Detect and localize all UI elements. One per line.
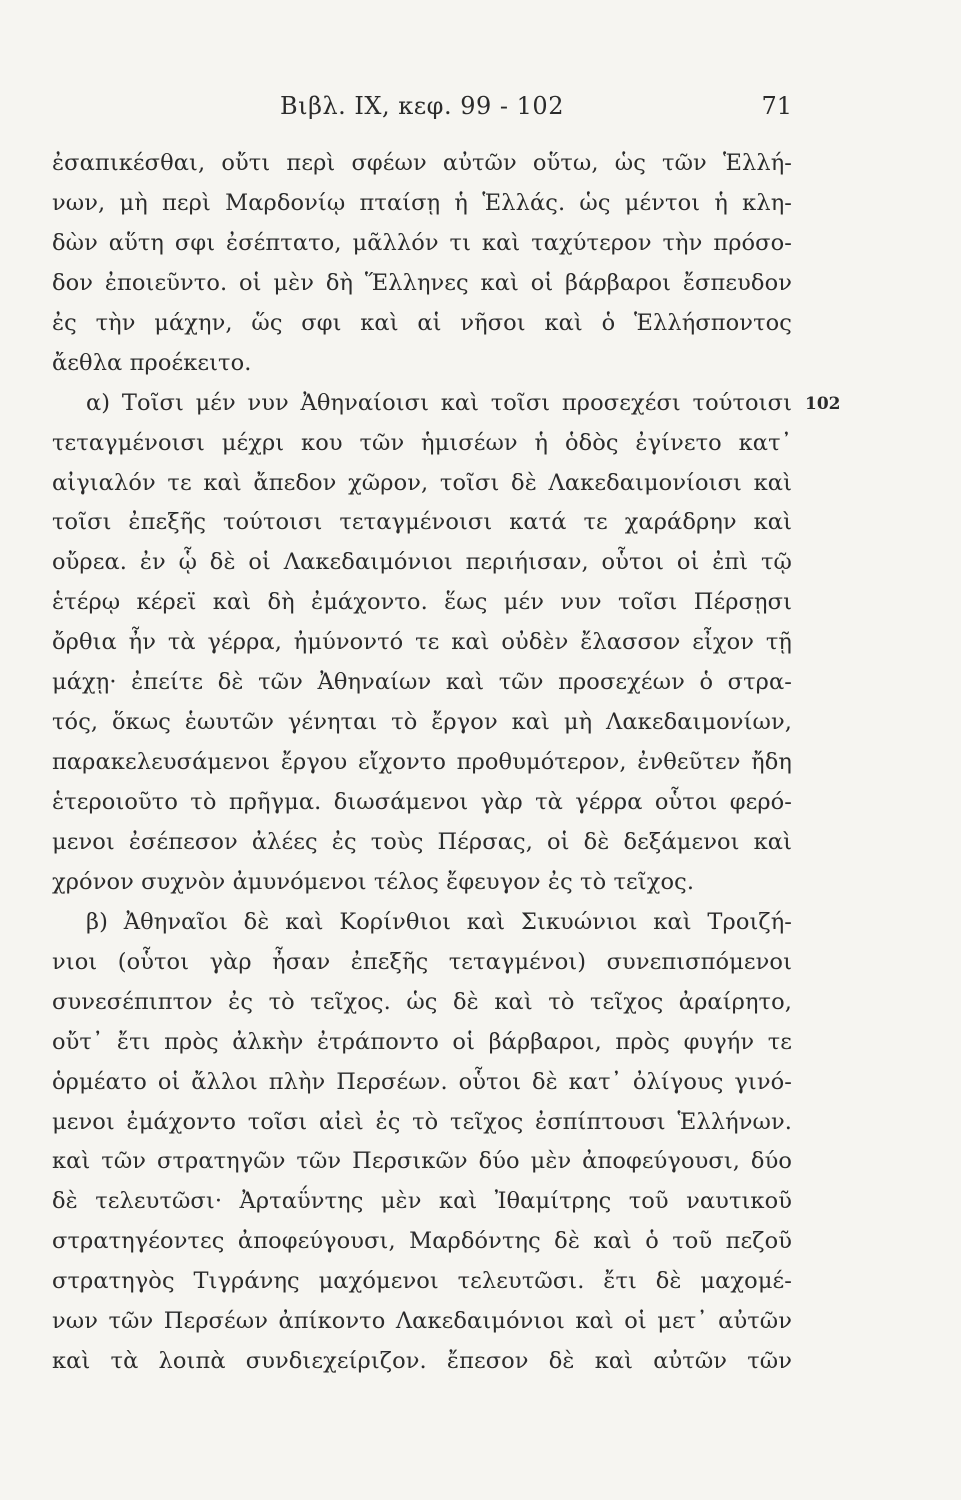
text-line: ἄεθλα προέκειτο. [52,349,252,376]
text-line: αἰγιαλόν τε καὶ ἄπεδον χῶρον, τοῖσι δὲ Λακεδαιμονίοισι καὶ [52,469,792,496]
text-line: μενοι ἐσέπεσον ἀλέες ἐς τοὺς Πέρσας, οἱ δὲ δεξάμενοι καὶ [52,828,792,855]
text-line: β) Ἀθηναῖοι δὲ καὶ Κορίνθιοι καὶ Σικυώνιοι καὶ Τροιζή- [86,908,792,935]
text-line: τεταγμένοισι μέχρι κου τῶν ἡμισέων ἡ ὁδὸς ἐγίνετο κατ᾽ [52,429,792,456]
running-head [52,86,792,126]
text-line: μενοι ἐμάχοντο τοῖσι αἰεὶ ἐς τὸ τεῖχος ἐσπίπτουσι Ἑλλήνων. [52,1108,792,1135]
margin-chapter-number: 102 [805,394,841,414]
text-line: τός, ὅκως ἑωυτῶν γένηται τὸ ἔργον καὶ μὴ Λακεδαιμονίων, [52,709,792,736]
text-line: μάχῃ· ἐπείτε δὲ τῶν Ἀθηναίων καὶ τῶν προσεχέων ὁ στρα- [52,669,792,696]
page-number: 71 [761,92,792,120]
text-line: δὼν αὕτη σφι ἐσέπτατο, μᾶλλόν τι καὶ ταχύτερον τὴν πρόσο- [52,229,792,256]
text-line: καὶ τὰ λοιπὰ συνδιεχείριζον. ἔπεσον δὲ καὶ αὐτῶν τῶν [52,1348,792,1375]
text-line: χρόνον συχνὸν ἀμυνόμενοι τέλος ἔφευγον ἐς τὸ τεῖχος. [52,868,695,895]
text-line: ὄρθια ἦν τὰ γέρρα, ἠμύνοντό τε καὶ οὐδὲν ἔλασσον εἶχον τῇ [52,629,792,656]
body-text [52,144,792,1382]
text-line: ἐσαπικέσθαι, οὔτι περὶ σφέων αὐτῶν οὕτω, ὡς τῶν Ἑλλή- [52,150,792,176]
text-line: οὔρεα. ἐν ᾧ δὲ οἱ Λακεδαιμόνιοι περιήισαν, οὗτοι οἱ ἐπὶ τῷ [52,549,792,576]
text-line: ἐς τὴν μάχην, ὥς σφι καὶ αἱ νῆσοι καὶ ὁ Ἑλλήσποντος [52,309,792,336]
text-line: νων, μὴ περὶ Μαρδονίῳ πταίσῃ ἡ Ἑλλάς. ὡς μέντοι ἡ κλη- [52,189,792,216]
text-line: παρακελευσάμενοι ἔργου εἴχοντο προθυμότερον, ἐνθεῦτεν ἤδη [52,749,792,776]
text-line: νων τῶν Περσέων ἀπίκοντο Λακεδαιμόνιοι καὶ οἱ μετ᾽ αὐτῶν [52,1308,792,1335]
text-line: στρατηγὸς Τιγράνης μαχόμενοι τελευτῶσι. ἔτι δὲ μαχομέ- [52,1268,792,1295]
text-line: συνεσέπιπτον ἐς τὸ τεῖχος. ὡς δὲ καὶ τὸ τεῖχος ἀραίρητο, [52,988,792,1015]
text-line: οὔτ᾽ ἔτι πρὸς ἀλκὴν ἐτράποντο οἱ βάρβαροι, πρὸς φυγήν τε [52,1028,792,1055]
text-line: ὁρμέατο οἱ ἄλλοι πλὴν Περσέων. οὗτοι δὲ κατ᾽ ὀλίγους γινό- [52,1068,792,1095]
text-line: καὶ τῶν στρατηγῶν τῶν Περσικῶν δύο μὲν ἀποφεύγουσι, δύο [52,1148,792,1175]
text-line: νιοι (οὗτοι γὰρ ἦσαν ἐπεξῆς τεταγμένοι) συνεπισπόμενοι [52,948,792,975]
text-line: τοῖσι ἐπεξῆς τούτοισι τεταγμένοισι κατά τε χαράδρην καὶ [52,509,792,536]
text-line: α) Τοῖσι μέν νυν Ἀθηναίοισι καὶ τοῖσι προσεχέσι τούτοισι [86,389,792,416]
text-line: δον ἐποιεῦντο. οἱ μὲν δὴ Ἕλληνες καὶ οἱ βάρβαροι ἔσπευδον [52,269,792,296]
text-line: ἑτέρῳ κέρεϊ καὶ δὴ ἐμάχοντο. ἕως μέν νυν τοῖσι Πέρσῃσι [52,589,792,616]
text-line: δὲ τελευτῶσι· Ἀρταΰντης μὲν καὶ Ἰθαμίτρης τοῦ ναυτικοῦ [52,1188,792,1215]
text-line: στρατηγέοντες ἀποφεύγουσι, Μαρδόντης δὲ καὶ ὁ τοῦ πεζοῦ [52,1228,792,1255]
text-line: ἑτεροιοῦτο τὸ πρῆγμα. διωσάμενοι γὰρ τὰ γέρρα οὗτοι φερό- [52,789,792,815]
running-title: Βιβλ. IX, κεφ. 99 - 102 [280,92,564,120]
